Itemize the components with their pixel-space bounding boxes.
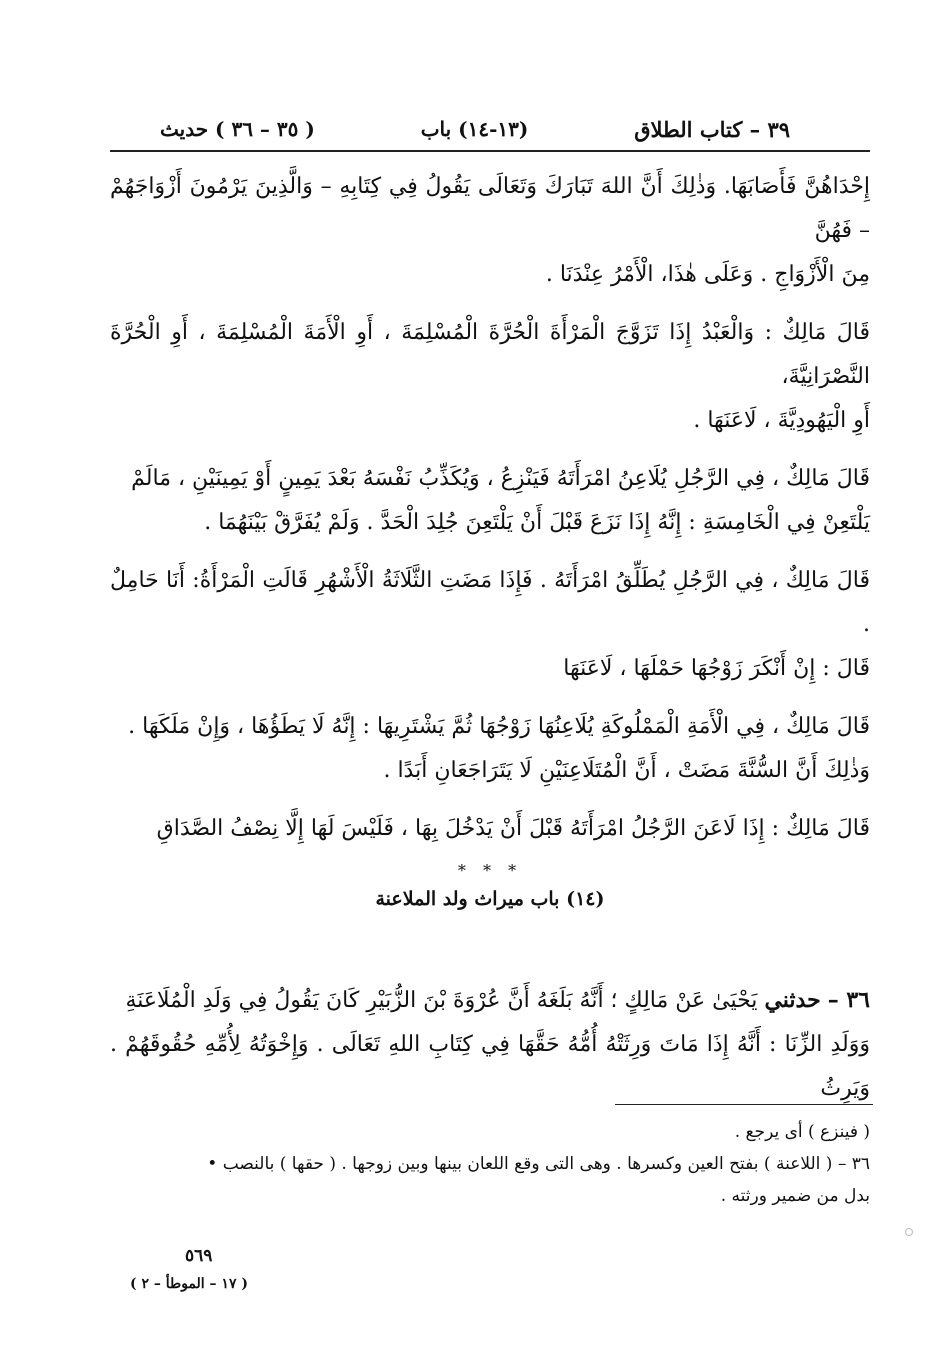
hadith-36 bbox=[110, 978, 870, 1111]
footnote-rule bbox=[615, 1104, 873, 1105]
text-line: يَلْتَعِنْ فِي الْخَامِسَةِ : إِنَّهُ إِذَا نَزَعَ قَبْلَ أَنْ يَلْتَعِنَ جُلِدَ الْحَدَّ . وَلَمْ يُفَرَّقْ بَيْنَهُمَا . bbox=[204, 510, 870, 535]
hadith-text: يَحْيَىٰ عَنْ مَالِكٍ ؛ أَنَّهُ بَلَغَهُ أَنَّ عُرْوَةَ بْنَ الزُّبَيْرِ كَانَ يَقُولُ فِي وَلَدِ الْمُلَاعَنَةِ bbox=[125, 988, 758, 1013]
text-line: مِنَ الْأَزْوَاجِ . وَعَلَى هٰذَا، الْأَمْرُ عِنْدَنَا . bbox=[545, 262, 870, 287]
text-line: قَالَ مَالِكٌ : إِذَا لَاعَنَ الرَّجُلُ امْرَأَتَهُ قَبْلَ أَنْ يَدْخُلَ بِهَا ، فَلَيْسَ لَهَا إِلَّا نِصْفُ الصَّدَاقِ bbox=[156, 816, 870, 841]
text-line: قَالَ : إِنْ أَنْكَرَ زَوْجُهَا حَمْلَهَا ، لَاعَنَهَا bbox=[563, 656, 870, 681]
text-line: أَوِ الْيَهُودِيَّةَ ، لَاعَنَهَا . bbox=[693, 408, 870, 433]
hadith-line bbox=[110, 978, 870, 1023]
hadith-number: ٣٦ – bbox=[827, 987, 870, 1013]
text-line: قَالَ مَالِكٌ ، فِي الرَّجُلِ يُطَلِّقُ امْرَأَتَهُ . فَإِذَا مَضَتِ الثَّلَاثَةُ الْأَشْهُرِ قَالَتِ الْمَرْأَةُ: أَنَا حَامِلٌ . bbox=[110, 568, 870, 637]
text-line: قَالَ مَالِكٌ ، فِي الْأَمَةِ الْمَمْلُوكَةِ يُلَاعِنُهَا زَوْجُهَا ثُمَّ يَشْتَرِيهَا : إِنَّهُ لَا يَطَؤُهَا ، وَإِنْ مَلَكَهَا . bbox=[128, 714, 870, 739]
hadith-opening: حدثني bbox=[764, 987, 821, 1013]
chapter-title: (١٤) باب ميراث ولد الملاعنة bbox=[375, 888, 605, 910]
printer-signature: ( ١٧ – الموطأ – ٢ ) bbox=[130, 1276, 248, 1292]
text-line: إِحْدَاهُنَّ فَأَصَابَهَا. وَذٰلِكَ أَنَّ اللهَ تَبَارَكَ وَتَعَالَى يَقُولُ فِي كِتَابِهِ – وَالَّذِينَ يَرْمُونَ أَزْوَاجَهُمْ – فَهُنَّ bbox=[110, 174, 870, 243]
text-line: قَالَ مَالِكٌ ، فِي الرَّجُلِ يُلَاعِنُ امْرَأَتَهُ فَيَنْزِعُ ، وَيُكَذِّبُ نَفْسَهُ بَعْدَ يَمِينٍ أَوْ يَمِينَيْنِ ، مَالَمْ bbox=[131, 466, 870, 491]
footnote: بدل من ضمير ورثته . bbox=[720, 1186, 870, 1206]
book-chapter-ref: ٣٩ – كتاب الطلاق bbox=[634, 116, 790, 142]
section-separator: * * * bbox=[457, 861, 523, 880]
paragraph-2 bbox=[110, 311, 870, 443]
footnote: ٣٦ – ( اللاعنة ) بفتح العين وكسرها . وهى التى وقع اللعان بينها وبين زوجها . ( حقها ) بالنصب • bbox=[207, 1154, 870, 1174]
bab-ref: (١٣-١٤) باب bbox=[420, 117, 529, 141]
text-line: وَذٰلِكَ أَنَّ السُّنَّةَ مَضَتْ ، أَنَّ الْمُتَلَاعِنَيْنِ لَا يَتَرَاجَعَانِ أَبَدًا . bbox=[383, 758, 870, 783]
text-line: قَالَ مَالِكٌ : وَالْعَبْدُ إِذَا تَزَوَّجَ الْمَرْأَةَ الْحُرَّةَ الْمُسْلِمَةَ ، أَوِ الْأَمَةَ الْمُسْلِمَةَ ، أَوِ الْحُرَّةَ النَّصْرَانِيَّةَ، bbox=[110, 320, 870, 389]
paragraph-1 bbox=[110, 165, 870, 297]
paragraph-5 bbox=[110, 705, 870, 793]
main-text bbox=[110, 165, 870, 881]
footnote: ( فينزع ) أى يرجع . bbox=[734, 1122, 870, 1142]
paragraph-6 bbox=[110, 807, 870, 851]
scan-mark bbox=[905, 1228, 913, 1236]
running-header bbox=[160, 112, 790, 146]
footnotes bbox=[110, 1116, 870, 1212]
hadith-ref: ( ٣٥ – ٣٦ ) حديث bbox=[160, 117, 315, 141]
page-number: ٥٦٩ bbox=[185, 1246, 213, 1266]
paragraph-4 bbox=[110, 559, 870, 691]
hadith-line: وَوَلَدِ الزِّنَا : أَنَّهُ إِذَا مَاتَ وَرِثَتْهُ أُمُّهُ حَقَّهَا فِي كِتَابِ اللهِ تَعَالَى . وَإِخْوَتُهُ لِأُمِّهِ حُقُوقَهُمْ . وَيَرِثُ bbox=[110, 1032, 870, 1101]
paragraph-3 bbox=[110, 457, 870, 545]
header-rule bbox=[110, 150, 870, 152]
